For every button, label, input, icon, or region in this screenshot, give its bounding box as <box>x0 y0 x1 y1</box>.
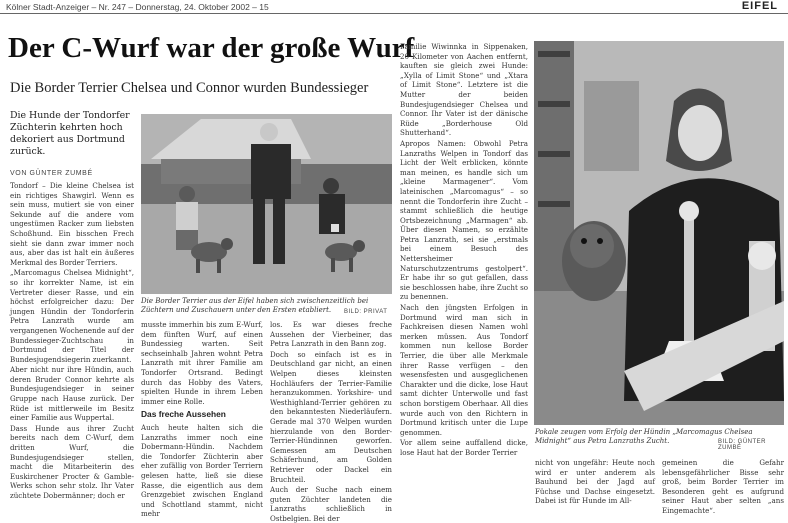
paragraph: „Marcomagus Chelsea Midnight“, so ihr korrekter Name, ist ein Vertreter dieser Rasse, und ein höchst erfolgreicher dazu: Der jungen Hündin der Tondorferin Petra Lanzrath wurde am vergangenen Wochenende auf der Bundessieger-Zuchtschau in Dortmund der Titel der Bundesjugendsiegerin zuerkannt. <box>10 268 134 364</box>
paragraph: Dass Hunde aus ihrer Zucht bereits nach dem C-Wurf, dem dritten Wurf, die Bundesjugendsieger stellen, macht die Mitarbeiterin des Euskirchener Procter & Gamble-Werks schon sehr stolz. Ihr Vater züchtete Dobermänner; doch er <box>10 423 134 500</box>
paragraph: Familie Wiwinnka in Sippenaken, 20 Kilometer von Aachen entfernt, kauften sie gleich zwei Hunde: „Xylla of Limit Stone“ und „Xtara of Limit Stone“. Letztere ist die Mutter der beiden Bundesjugendsieger Chelsea und Connor. Ihr Vater ist der dänische Rüde „Borderhouse Old Shutterhand“. <box>400 42 528 138</box>
paragraph: musste immerhin bis zum E-Wurf, dem fünften Wurf, auf einen Bundessieg warten. Seit sechseinhalb Jahren wohnt Petra Lanzrath mit ihrer Familie am Tondorfer Ortsrand. Bedingt durch das Hobby des Vaters, spielten Hunde in ihrem Leben immer eine Rolle. <box>141 320 263 406</box>
photo-breeder-trophies <box>534 41 784 425</box>
paragraph: nicht von ungefähr: Heute noch wird er unter anderem als Bauhund bei der Jagd auf Füchse und Dachse eingesetzt. Dabei ist für Hunde im All- <box>535 458 655 506</box>
paragraph: Auch heute halten sich die Lanzraths immer noch eine Dobermann-Hündin. Nachdem die Tondorfer Züchterin aber eher zufällig von Border Terriern gelesen hatte, ließ sie diese Rasse, die eigentlich aus dem Grenzgebiet zwischen England und Schottland stammt, nicht mehr <box>141 422 263 519</box>
subheadline: Die Border Terrier Chelsea und Connor wurden Bundessieger <box>10 80 369 96</box>
section-label: EIFEL <box>741 0 778 12</box>
subheading: Das freche Aussehen <box>141 409 226 420</box>
paragraph: Tondorf – Die kleine Chelsea ist ein richtiges Shawgirl. Wenn es sein muss, mutiert sie von einer Sekunde auf die andere vom ungestümen Racker zum liebsten Schoßhund. Ein bisschen Frech sieht sie dann zwar immer noch aus, aber das ist halt ein äußeres Merkmal des Border Terriers. <box>10 181 134 267</box>
dog-show-image <box>141 114 392 294</box>
intro-text: Die Hunde der Tondorfer Züchterin kehrten hoch dekoriert aus Dortmund zurück. <box>10 110 130 157</box>
paragraph: Auch der Suche nach einem guten Züchter landeten die Lanzraths schließlich in Ostbelgien. Bei der <box>270 485 392 523</box>
breeder-trophies-image <box>534 41 784 425</box>
byline: VON GÜNTER ZUMBÉ <box>10 170 93 177</box>
paragraph: los. Es war dieses freche Aussehen der Vierbeiner, das Petra Lanzrath in den Bann zog. <box>270 320 392 349</box>
headline: Der C-Wurf war der große Wurf <box>8 32 415 64</box>
column-1 <box>10 181 134 511</box>
paragraph: Apropos Namen: Obwohl Petra Lanzraths Welpen in Tondorf das Licht der Welt erblicken, könnte man meinen, es handle sich um „kleine Marmagener“. Vom lateinischen „Marcomagus“ – so nennt die Tondorferin ihre Zucht – stammt schließlich die heutige Ortsbezeichnung „Marmagen“ ab. Über diesen Namen, so erzählte Petra Lanzrath, sei sie „erstmals bei einem Besuch des Nettersheimer Naturschutzzentrums gestolpert“. Er habe ihr so gut gefallen, dass sie beschlossen habe, ihre Zucht so zu benennen. <box>400 138 528 302</box>
paragraph: Aber nicht nur ihre Hündin, auch deren Bruder Connor kehrte als Bundesjugendsieger in seiner Gruppe nach Hause zurück. Der Rüde ist mittlerweile im Besitz einer Familie aus Wuppertal. <box>10 365 134 423</box>
column-4 <box>400 42 528 512</box>
photo-1-caption: Die Border Terrier aus der Eifel haben sich zwischenzeitlich bei Züchtern und Zuschauern unter den Ersten etabliert. <box>141 297 369 314</box>
column-3 <box>270 320 392 523</box>
column-5 <box>535 458 655 514</box>
paragraph: Vor allem seine auffallend dicke, lose Haut hat der Border Terrier <box>400 438 528 457</box>
photo-2-credit: BILD: GÜNTER ZUMBÉ <box>718 439 767 451</box>
paragraph: Nach den jüngsten Erfolgen in Dortmund wird man sich in Fachkreisen diesen Namen wohl merken müssen. Aus Tondorf kommen nun kellose Border Terrier, die über alle Merkmale ihrer Rasse verfügen – den wesensfesten und ausgeglichenen Charakter und die dicke, lose Haut samt dichter Unterwolle und fast schon borstigem Oberhaar. All dies wurde auch von den Richtern in Dortmund kritisch unter die Lupe genommen. <box>400 303 528 437</box>
paragraph: Doch so einfach ist es in Deutschland gar nicht, an einen Welpen dieses kleinsten Hochläufers der Terrier-Familie heranzukommen. Yorkshire- und Westhighland-Terrier gehören zu den bekanntesten Niederläufern. Gerade mal 370 Welpen wurden hierzulande von den Border-Terrier-Hündinnen geworfen. Gemessen am Deutschen Schäferhund, am Golden Retriever oder Dackel ein Bruchteil. <box>270 349 392 484</box>
paragraph: gemeinen die Gefahr lebensgefährlicher Bisse sehr groß, beim Border Terrier im Besonderen geht es aufgrund seiner Haut aber selten „ans Eingemachte“. <box>662 458 784 515</box>
masthead-rule <box>0 13 788 14</box>
masthead-text: Kölner Stadt-Anzeiger – Nr. 247 – Donnerstag, 24. Oktober 2002 – 15 <box>6 2 269 12</box>
photo-2-caption: Pokale zeugen vom Erfolg der Hündin „Marcomagus Chelsea Midnight“ aus Petra Lanzraths Zucht. <box>535 428 753 445</box>
column-2 <box>141 320 263 519</box>
column-6 <box>662 458 784 514</box>
photo-dog-show <box>141 114 392 294</box>
photo-1-credit: BILD: PRIVAT <box>344 309 388 315</box>
